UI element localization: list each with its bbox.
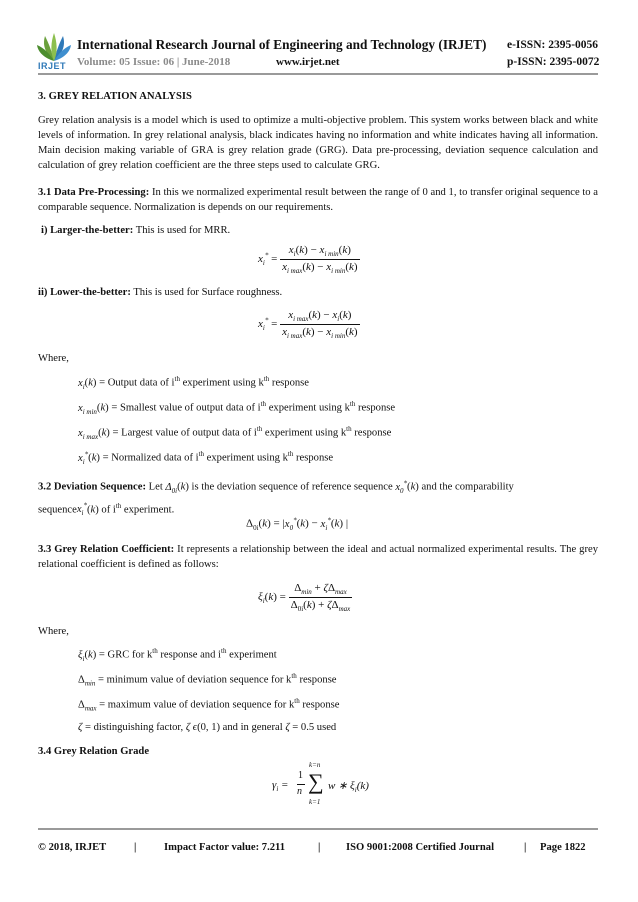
footer-copyright: © 2018, IRJET <box>38 842 107 853</box>
volume-issue: Volume: 05 Issue: 06 | June-2018 <box>77 56 231 68</box>
leaf-icon <box>36 32 72 62</box>
s32-paragraph: 3.2 Deviation Sequence: Let $\Delta_{0i}(k)$ is the deviation sequence of reference sequence $x_0^*(k)$ and the comparability sequencex$_i$*(k) of $i^{th}$ experiment. <box>38 479 514 518</box>
s31-heading: 3.1 Data Pre-Processing: <box>38 187 150 198</box>
def-delta-max: $\Delta_{max}$ = maximum value of deviation sequence for $k^{th}$ response <box>78 697 340 713</box>
def-output-data: $x_i(k)$ = Output data of $i^{th}$ experiment using $k^{th}$ response <box>78 375 309 391</box>
footer-separator: | <box>134 842 137 853</box>
footer-rule <box>38 828 598 830</box>
section-heading: 3. GREY RELATION ANALYSIS <box>38 91 192 102</box>
def-text: = Largest value of output data of i <box>112 427 257 439</box>
footer-separator: | <box>524 842 527 853</box>
s33-heading: 3.3 Grey Relation Coefficient: <box>38 544 175 555</box>
def-text: = Normalized data of i <box>102 452 199 464</box>
larger-text: This is used for MRR. <box>133 225 231 236</box>
s32-heading: 3.2 Deviation Sequence: <box>38 481 146 493</box>
website: www.irjet.net <box>276 56 340 68</box>
journal-title: International Research Journal of Engineering and Technology (IRJET) <box>77 37 487 52</box>
logo-text: IRJET <box>38 61 67 71</box>
lower-text: This is used for Surface roughness. <box>130 287 283 298</box>
lower-label: ii) Lower-the-better: <box>38 287 131 298</box>
footer-iso: ISO 9001:2008 Certified Journal <box>346 842 495 853</box>
header-rule <box>38 73 598 75</box>
equation-larger-better: $x_i^*$ = $\frac{x_i(k) - x_{i min}(k)}{x_{i max}(k) - x_{i min}(k)}$ <box>258 244 358 276</box>
footer-impact-factor: Impact Factor value: 7.211 <box>164 842 286 853</box>
def-normalized: $x_i^*(k)$ = Normalized data of $i^{th}$ experiment using $k^{th}$ response <box>78 450 334 466</box>
def-min-value: $x_{i min}(k)$ = Smallest value of output data of $i^{th}$ experiment using $k^{th}$ response <box>78 400 396 416</box>
larger-the-better <box>41 223 230 238</box>
e-issn: e-ISSN: 2395-0056 <box>507 39 599 51</box>
s31-paragraph <box>38 185 598 215</box>
footer-page-number: Page 1822 <box>540 842 586 853</box>
def-zeta: ζ = distinguishing factor, ζ ϵ(0, 1) and in general ζ = 0.5 used <box>78 722 337 733</box>
journal-logo <box>36 32 72 72</box>
lower-the-better <box>38 285 282 300</box>
s31-text: In this we normalized experimental result between the range of 0 and 1, to transfer original sequence to a comparable sequence. Normalization is depends on our requirements. <box>38 187 598 213</box>
p-issn: p-ISSN: 2395-0072 <box>507 56 600 68</box>
s33-paragraph: 3.3 Grey Relation Coefficient: It represents a relationship between the ideal and actual normalized experimental results. The grey relational coefficient is defined as follows: <box>38 544 598 570</box>
equation-lower-better: $x_i^*$ = $\frac{x_{i max}(k) - x_i(k)}{x_{i max}(k) - x_{i min}(k)}$ <box>258 309 358 341</box>
equation-grg: $\gamma_i$ = 1 n k=n ∑ k=1 w ∗ $\xi_i(k)$ <box>272 761 369 806</box>
s34-heading: 3.4 Grey Relation Grade <box>38 746 150 757</box>
def-grc: $\xi_i(k)$ = GRC for $k^{th}$ response and $i^{th}$ experiment <box>78 647 277 663</box>
where-label-2: Where, <box>38 626 69 637</box>
where-label-1: Where, <box>38 353 69 364</box>
def-text: = Output data of i <box>99 377 175 389</box>
def-max-value: $x_{i max}(k)$ = Largest value of output data of $i^{th}$ experiment using $k^{th}$ response <box>78 425 392 441</box>
footer-separator: | <box>318 842 321 853</box>
def-text: = Smallest value of output data of i <box>111 402 261 414</box>
def-delta-min: $\Delta_{min}$ = minimum value of deviation sequence for $k^{th}$ response <box>78 672 337 688</box>
section-intro: Grey relation analysis is a model which is used to optimize a multi-objective problem. This system works between black and white levels of information. In grey relational analysis, black indicates having no information and white indicates having all information. Main decision making variable of GRA is grey relation grade (GRG). Data pre-processing, deviation sequence calculation and calculation of grey relation coefficient are the three steps used to calculate GRG. <box>38 115 598 171</box>
equation-grc: $\xi_i(k)$ = $\frac{\Delta_{min} + \zeta\Delta_{max}}{\Delta_{0i}(k) + \zeta\Delta_{max}}$ <box>258 582 351 614</box>
equation-deviation: $\Delta_{0i}(k) = |x_0^*(k) - x_i^*(k)$ | <box>246 516 349 532</box>
larger-label: i) Larger-the-better: <box>41 225 134 236</box>
